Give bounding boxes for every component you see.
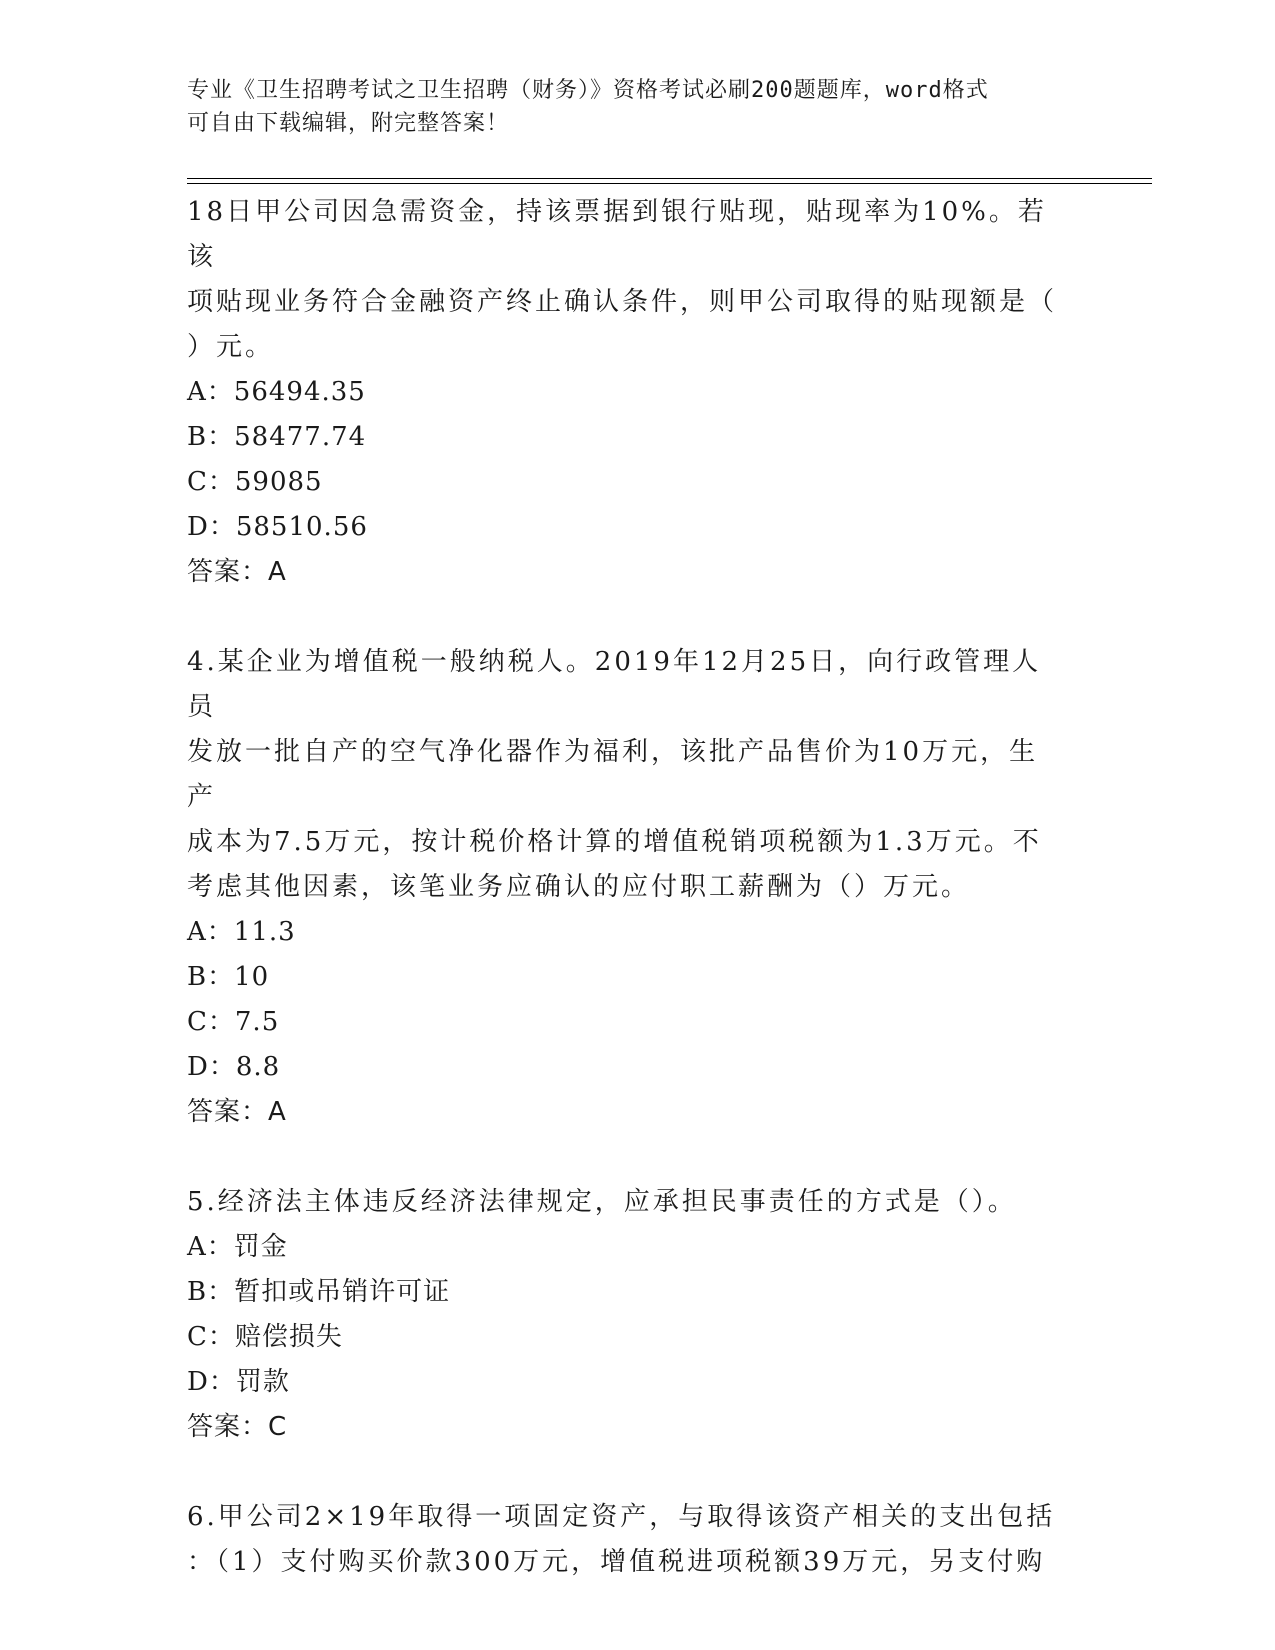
- option-c: C：7.5: [187, 1007, 280, 1037]
- question-line: 4.某企业为增值税一般纳税人。2019年12月25日，向行政管理人员: [187, 647, 1042, 722]
- question-line: 考虑其他因素，该笔业务应确认的应付职工薪酬为（）万元。: [187, 872, 971, 902]
- header-rule-top: [187, 178, 1152, 179]
- question-line: 发放一批自产的空气净化器作为福利，该批产品售价为10万元，生产: [187, 737, 1039, 812]
- question-line: ：（1）支付购买价款300万元，增值税进项税额39万元，另支付购: [187, 1547, 1046, 1577]
- question-line: 6.甲公司2×19年取得一项固定资产，与取得该资产相关的支出包括: [187, 1502, 1056, 1532]
- question-line: 18日甲公司因急需资金，持该票据到银行贴现，贴现率为10%。若该: [187, 197, 1047, 272]
- question-line: 项贴现业务符合金融资产终止确认条件，则甲公司取得的贴现额是（: [187, 287, 1058, 317]
- spacer: [187, 1450, 1067, 1495]
- option-d: D：8.8: [187, 1052, 281, 1082]
- option-d: D：58510.56: [187, 512, 368, 542]
- question-list: [187, 190, 1067, 1585]
- option-a: A：56494.35: [187, 377, 366, 407]
- option-b: B：10: [187, 962, 270, 992]
- option-d: D：罚款: [187, 1367, 290, 1397]
- question-block: [187, 190, 1067, 595]
- answer-line: 答案：C: [187, 1412, 288, 1442]
- answer-line: 答案：A: [187, 1097, 287, 1127]
- question-line: ）元。: [187, 332, 275, 362]
- question-line: 成本为7.5万元，按计税价格计算的增值税销项税额为1.3万元。不: [187, 827, 1042, 857]
- option-a: A：11.3: [187, 917, 296, 947]
- spacer: [187, 595, 1067, 640]
- option-c: C：赔偿损失: [187, 1322, 343, 1352]
- question-line: 5.经济法主体违反经济法律规定，应承担民事责任的方式是（）。: [187, 1187, 1017, 1217]
- answer-line: 答案：A: [187, 557, 287, 587]
- document-header: [187, 74, 1067, 140]
- question-block: [187, 640, 1067, 1135]
- option-c: C：59085: [187, 467, 323, 497]
- header-line-2: 可自由下载编辑，附完整答案！: [187, 111, 510, 136]
- question-block: [187, 1495, 1067, 1585]
- header-rule-bottom: [187, 183, 1152, 184]
- option-b: B：58477.74: [187, 422, 367, 452]
- spacer: [187, 1135, 1067, 1180]
- option-b: B：暂扣或吊销许可证: [187, 1277, 451, 1307]
- question-block: [187, 1180, 1067, 1450]
- option-a: A：罚金: [187, 1232, 288, 1262]
- header-line-1: 专业《卫生招聘考试之卫生招聘（财务）》资格考试必刷200题题库，word格式: [187, 78, 989, 103]
